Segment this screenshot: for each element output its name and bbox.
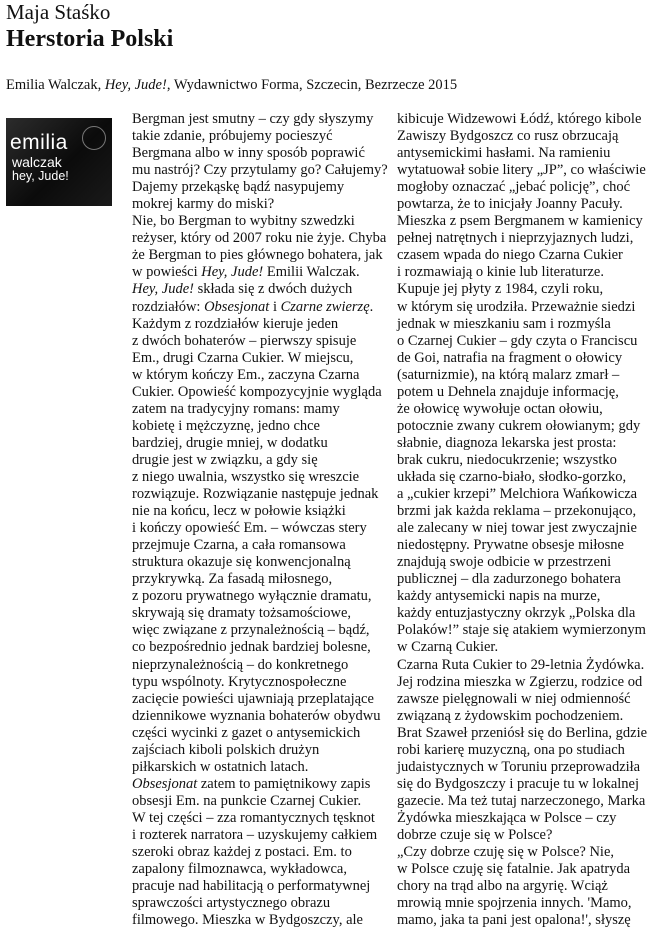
text-line: chory na trąd albo na argyrię. Wciąż <box>397 878 608 895</box>
text-line: Dajemy przekąskę bądź nasypujemy <box>132 179 345 196</box>
text-line: zacięcie powieści ujawniają przeplatające <box>132 690 374 707</box>
text-line: sprawczości artystycznego obrazu <box>132 895 331 912</box>
text-line: judaistycznych w Toruniu przeprowadziła <box>397 758 641 775</box>
text-line: z niego uwalnia, wszystko się wreszcie <box>132 468 360 485</box>
text-line: Polaków!” staje się atakiem wymierzonym <box>397 622 646 639</box>
text-line: części wycinki z gazet o antysemickich <box>132 724 361 741</box>
text-line: słabnie, diagnoza lekarska jest prosta: <box>397 434 617 451</box>
text-line: w powieści Hey, Jude! Emilii Walczak. <box>132 264 360 281</box>
text-line: mu nastrój? Czy przytulamy go? Całujemy? <box>132 162 388 179</box>
italic-title: Obsesjonat <box>204 298 270 315</box>
citation-book-title: Hey, Jude! <box>104 77 167 93</box>
text-line: Bergmana albo w inny sposób poprawić <box>132 145 365 162</box>
text-line: o Czarnej Cukier – gdy czyta o Franciscu <box>397 332 638 349</box>
text-line: Obsesjonat zatem to pamiętnikowy zapis <box>132 775 371 792</box>
text-line: nieprzynależnością – do konkretnego <box>132 656 349 673</box>
italic-title: Hey, Jude! <box>132 281 194 298</box>
italic-title: Obsesjonat <box>132 775 198 792</box>
text-line: układa się czarno-biało, słodko-gorzko, <box>397 468 627 485</box>
text-line: Każdym z rozdziałów kieruje jeden <box>132 315 339 332</box>
text-line: skrywają się dramaty tożsamościowe, <box>132 605 352 622</box>
text-line: mamo, jaka ta pani jest opalona!', słyszę <box>397 912 631 929</box>
text-line: typu wspólnoty. Krytycznospołeczne <box>132 673 347 690</box>
text-line: rozwiązuje. Rozwiązanie następuje jednak <box>132 486 379 503</box>
text-line: szeroki obraz każdej z postaci. Em. to <box>132 844 352 861</box>
italic-title: Hey, Jude! <box>201 264 264 281</box>
text-line: a „cukier krzepi” Melchiora Wańkowicza <box>397 486 638 503</box>
text-line: reżyser, który od 2007 roku nie żyje. Chyba <box>132 230 387 247</box>
text-line: ale zalecany w niej towar jest zwyczajnie <box>397 520 637 537</box>
text-line: Nie, bo Bergman to wybitny szwedzki <box>132 213 355 230</box>
article-title: Herstoria Polski <box>6 26 174 52</box>
text-line: w którym się urodziła. Przeważnie siedzi <box>397 298 636 315</box>
text-line: Kupuje jej płyty z 1984, czyli roku, <box>397 281 604 298</box>
text-line: Em., drugi Czarna Cukier. W miejscu, <box>132 349 354 366</box>
text-line: kobietę i mężczyznę, jedno chce <box>132 417 320 434</box>
text-line: czasem wpada do niego Czarna Cukier <box>397 247 623 264</box>
text-line: w Polsce czuję się fatalnie. Jak apatryda <box>397 861 631 878</box>
text-line: w Czarną Cukier. <box>397 639 499 656</box>
text-line: zajściach kiboli polskich drużyn <box>132 741 320 758</box>
book-cover-image <box>6 118 112 206</box>
citation-author: Emilia Walczak, <box>6 77 105 93</box>
cover-decoration <box>82 126 106 150</box>
text-line: „Czy dobrze czuję się w Polsce? Nie, <box>397 844 615 861</box>
cover-title: hey, Jude! <box>12 169 69 183</box>
text-line: potem u Dehnela znajduje informację, <box>397 383 619 400</box>
text-line: i kończy opowieść Em. – wówczas stery <box>132 520 367 537</box>
text-line: dziennikowe wyznania bohaterów obydwu <box>132 707 381 724</box>
text-line: Zawiszy Bydgoszcz co rusz obrzucają <box>397 128 619 145</box>
text-line: Mieszka z psem Bergmanem w kamienicy <box>397 213 643 230</box>
book-citation <box>6 76 457 94</box>
citation-publisher: , Wydawnictwo Forma, Szczecin, Bezrzecze 2015 <box>166 77 458 93</box>
text-line: z pozoru prywatnego wyłącznie dramatu, <box>132 588 372 605</box>
text-line: brzmi jak każda reklama – przekonująco, <box>397 503 637 520</box>
text-line: pracuje nad habilitacją o performatywnej <box>132 878 371 895</box>
text-line: i rozterek narratora – uzyskujemy całkiem <box>132 826 378 843</box>
text-line: że Bergman to pies głównego bohatera, jak <box>132 247 383 264</box>
text-line: kibicuje Widzewowi Łódź, którego kibole <box>397 111 642 127</box>
text-line: Brat Szaweł przeniósł się do Berlina, gdzie <box>397 724 648 741</box>
text-line: wytatuował sobie litery „JP”, co właściwie <box>397 162 646 179</box>
text-line: niedostępny. Prywatne obsesje miłosne <box>397 537 624 554</box>
text-line: Bergman jest smutny – czy gdy słyszymy <box>132 111 374 127</box>
text-line: piłkarskich w ostatnich latach. <box>132 758 309 775</box>
text-line: struktura okazuje się konwencjonalną <box>132 554 351 571</box>
text-line: zapalony filmoznawca, wykładowca, <box>132 861 347 878</box>
text-line: dobrze czuje się w Polsce? <box>397 826 553 843</box>
text-line: de Goi, natrafia na fragment o ołowicy <box>397 349 623 366</box>
text-line: publicznej – dla zadurzonego bohatera <box>397 571 621 588</box>
text-line: każdy entuzjastyczny okrzyk „Polska dla <box>397 605 636 622</box>
text-line: w którym kończy Em., zaczyna Czarna <box>132 366 360 383</box>
text-line: mrowią mnie spojrzenia innych. 'Mamo, <box>397 895 632 912</box>
text-line: mokrej karmy do miski? <box>132 196 275 213</box>
text-line: potocznie zwany cukrem ołowianym; gdy <box>397 417 641 434</box>
text-line: każdy antysemicki napis na murze, <box>397 588 601 605</box>
text-line: z dwóch bohaterów – pierwszy spisuje <box>132 332 357 349</box>
text-column-right <box>397 111 647 929</box>
text-line: się do Bydgoszczy i pracuje tu w lokalnej <box>397 775 640 792</box>
text-line: W tej części – zza romantycznych tęsknot <box>132 809 375 826</box>
author-name: Maja Staśko <box>6 0 111 24</box>
text-line: powtarza, że to inicjały Joanny Pacuły. <box>397 196 623 213</box>
text-line: obsesji Em. na punkcie Czarnej Cukier. <box>132 792 362 809</box>
text-line: Hey, Jude! składa się z dwóch dużych <box>132 281 353 298</box>
text-line: że ołowicę wywołuje octan ołowiu, <box>397 400 603 417</box>
cover-author-last: walczak <box>12 154 62 170</box>
text-line: gazecie. Ma też tutaj narzeczonego, Marka <box>397 792 646 809</box>
text-line: (saturnizmie), na którą malarz zmarł – <box>397 366 620 383</box>
text-line: takie zdanie, próbujemy pocieszyć <box>132 128 333 145</box>
text-line: Cukier. Opowieść kompozycyjnie wygląda <box>132 383 382 400</box>
text-line: przejmuje Czarna, a cała romansowa <box>132 537 346 554</box>
text-column-left <box>132 111 388 929</box>
text-line: robi karierę muzyczną, ona po studiach <box>397 741 625 758</box>
text-line: Jej rodzina mieszka w Zgierzu, rodzice od <box>397 673 643 690</box>
text-line: jednak w mieszkaniu sam i rozmyśla <box>397 315 611 332</box>
cover-author-first: emilia <box>10 131 68 154</box>
text-line: pełnej natrętnych i nieprzyjaznych ludzi, <box>397 230 634 247</box>
text-line: antysemickimi hasłami. Na ramieniu <box>397 145 611 162</box>
text-line: więc związane z przynależnością – bądź, <box>132 622 370 639</box>
text-line: zatem na tradycyjny romans: mamy <box>132 400 340 417</box>
text-line: drugie jest w związku, a gdy się <box>132 451 318 468</box>
italic-title: Czarne zwierzę <box>280 298 370 315</box>
text-line: co bezpośrednio jednak bardziej bolesne, <box>132 639 371 656</box>
text-line: przykrywką. Za fasadą miłosnego, <box>132 571 333 588</box>
text-line: znajdują swoje odbicie w przestrzeni <box>397 554 612 571</box>
text-line: nie na końcu, lecz w połowie książki <box>132 503 346 520</box>
text-line: brak cukru, niedocukrzenie; wszystko <box>397 451 617 468</box>
text-line: filmowego. Mieszka w Bydgoszczy, ale <box>132 912 363 929</box>
text-line: bardziej, drugie mniej, w dodatku <box>132 434 328 451</box>
text-line: związaną z żydowskim pochodzeniem. <box>397 707 624 724</box>
text-line: mogłoby oznaczać „jebać policję”, choć <box>397 179 631 196</box>
text-line: zawsze pielęgnowali w niej odmienność <box>397 690 631 707</box>
text-line: Żydówka mieszkająca w Polsce – czy <box>397 809 617 826</box>
text-line: Czarna Ruta Cukier to 29-letnia Żydówka. <box>397 656 645 673</box>
text-line: rozdziałów: Obsesjonat i Czarne zwierzę. <box>132 298 374 315</box>
text-line: i rozmawiają o kinie lub literaturze. <box>397 264 604 281</box>
